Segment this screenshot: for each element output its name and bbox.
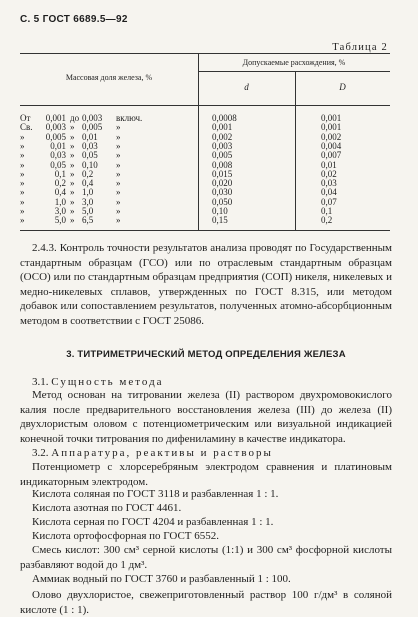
cell-from: 0,4 <box>54 187 66 198</box>
cell-inclusive: » <box>116 178 121 189</box>
cell-from: 0,03 <box>50 150 66 161</box>
cell-prefix: » <box>20 150 25 161</box>
cell-to-word: » <box>70 196 75 207</box>
cell-prefix: » <box>20 187 25 198</box>
cell-to-word: » <box>70 215 75 226</box>
cell-d: 0,050 <box>212 196 233 207</box>
header-d: d <box>244 82 249 92</box>
cell-d: 0,030 <box>212 187 233 198</box>
paragraph-3-2: Потенциометр с хлорсеребряным электродом сравнения и платиновым индикаторным электродом. <box>20 461 392 488</box>
cell-prefix: » <box>20 159 25 170</box>
cell-from: 0,003 <box>45 122 66 133</box>
cell-D: 0,04 <box>321 187 337 198</box>
reagent-item: Кислота азотная по ГОСТ 4461. <box>32 502 182 514</box>
cell-d: 0,0008 <box>212 113 237 123</box>
cell-d: 0,10 <box>212 206 228 216</box>
cell-from: 0,2 <box>54 178 66 189</box>
cell-inclusive: » <box>116 131 121 142</box>
cell-to-word: » <box>70 150 75 161</box>
page-header: С. 5 ГОСТ 6689.5—92 <box>20 14 128 25</box>
cell-from: 0,05 <box>50 159 66 170</box>
cell-D: 0,001 <box>321 113 342 123</box>
cell-prefix: Св. <box>20 122 33 133</box>
cell-prefix: » <box>20 168 25 179</box>
cell-to-word: » <box>70 206 75 216</box>
cell-prefix: » <box>20 131 25 142</box>
cell-prefix: » <box>20 178 25 189</box>
cell-to-word: » <box>70 122 75 133</box>
subsection-number: 3.1. <box>32 376 49 388</box>
cell-to: 0,03 <box>82 140 98 151</box>
cell-d: 0,001 <box>212 122 233 133</box>
paragraph-2-4-3: 2.4.3. Контроль точности результатов анализа проводят по Государственным стандартным образцам (ГСО) или по отраслевым стандартным образцам (ОСО) или по стандартным образцам предприятия (СОП) никеля, никелевых и медно-никелевых сплавов, утвержденных по ГОСТ 8.315, или методом добавок или сопоставлением результатов, полученных атомно-абсорбционным методом в соответствии с ГОСТ 25086. <box>20 242 392 327</box>
cell-from: 5,0 <box>54 215 66 226</box>
cell-inclusive: » <box>116 196 121 207</box>
cell-d: 0,15 <box>212 215 228 226</box>
table-caption: Таблица 2 <box>332 42 388 53</box>
cell-D: 0,02 <box>321 168 337 179</box>
header-allowed-deviation: Допускаемые расхождения, % <box>242 58 346 67</box>
cell-from: 0,001 <box>45 113 66 123</box>
table-row <box>20 215 390 225</box>
cell-d: 0,008 <box>212 159 233 170</box>
paragraph-3-1: Метод основан на титровании железа (II) раствором двухромовокислого калия после предварительного восстановления железа (III) до железа (II) двухлористым оловом с потенциометрическим или визуальной индикацией конечной точки титрования по дифениламину в качестве индикатора. <box>20 389 392 445</box>
section-title: 3. ТИТРИМЕТРИЧЕСКИЙ МЕТОД ОПРЕДЕЛЕНИЯ ЖЕЛЕЗА <box>66 349 346 360</box>
cell-D: 0,01 <box>321 159 337 170</box>
cell-from: 3,0 <box>54 206 66 216</box>
cell-to: 5,0 <box>82 206 94 216</box>
cell-inclusive: » <box>116 187 121 198</box>
reagent-item-mix: Смесь кислот: 300 см³ серной кислоты (1:1) и 300 см³ фосфорной кислоты разбавляют водой до 1 дм³. <box>20 544 392 571</box>
cell-to: 0,05 <box>82 150 98 161</box>
cell-from: 1,0 <box>54 196 66 207</box>
cell-to-word: » <box>70 140 75 151</box>
cell-inclusive: включ. <box>116 113 143 123</box>
cell-prefix: » <box>20 196 25 207</box>
cell-d: 0,015 <box>212 168 233 179</box>
cell-d: 0,002 <box>212 131 233 142</box>
cell-d: 0,020 <box>212 178 233 189</box>
cell-prefix: » <box>20 206 25 216</box>
cell-inclusive: » <box>116 122 121 133</box>
cell-inclusive: » <box>116 150 121 161</box>
cell-inclusive: » <box>116 168 121 179</box>
cell-inclusive: » <box>116 215 121 226</box>
cell-to-word: » <box>70 178 75 189</box>
subsection-heading: Аппаратура, реактивы и растворы <box>51 447 273 459</box>
cell-d: 0,003 <box>212 140 233 151</box>
cell-to: 0,10 <box>82 159 98 170</box>
cell-to-word: до <box>70 113 80 123</box>
cell-D: 0,03 <box>321 178 337 189</box>
cell-to-word: » <box>70 168 75 179</box>
table-bottom-rule <box>20 230 390 231</box>
cell-to: 0,005 <box>82 122 103 133</box>
table-top-rule <box>20 53 390 54</box>
cell-inclusive: » <box>116 159 121 170</box>
cell-prefix: От <box>20 113 31 123</box>
cell-D: 0,001 <box>321 122 342 133</box>
reagent-item-tin: Олово двухлористое, свежеприготовленный раствор 100 г/дм³ в соляной кислоте (1 : 1). <box>20 589 392 616</box>
cell-to: 0,4 <box>82 178 94 189</box>
cell-from: 0,005 <box>45 131 66 142</box>
header-mass-fraction: Массовая доля железа, % <box>65 73 153 82</box>
subsection-3-2-title <box>20 446 392 461</box>
subsection-heading: Сущность метода <box>51 376 164 388</box>
cell-to-word: » <box>70 187 75 198</box>
table-header-bottom-rule <box>20 105 390 106</box>
cell-from: 0,01 <box>50 140 66 151</box>
cell-D: 0,002 <box>321 131 342 142</box>
cell-to: 0,003 <box>82 113 103 123</box>
cell-D: 0,004 <box>321 140 342 151</box>
cell-inclusive: » <box>116 206 121 216</box>
cell-D: 0,07 <box>321 196 337 207</box>
cell-prefix: » <box>20 140 25 151</box>
cell-to: 1,0 <box>82 187 94 198</box>
cell-d: 0,005 <box>212 150 233 161</box>
header-D: D <box>339 82 346 92</box>
reagent-item: Кислота соляная по ГОСТ 3118 и разбавленная 1 : 1. <box>32 488 279 500</box>
cell-to: 0,2 <box>82 168 94 179</box>
cell-to: 0,01 <box>82 131 98 142</box>
cell-D: 0,1 <box>321 206 333 216</box>
cell-to: 6,5 <box>82 215 94 226</box>
reagent-item: Кислота серная по ГОСТ 4204 и разбавленная 1 : 1. <box>32 516 274 528</box>
cell-D: 0,2 <box>321 215 333 226</box>
subsection-number: 3.2. <box>32 447 49 459</box>
cell-to-word: » <box>70 159 75 170</box>
cell-inclusive: » <box>116 140 121 151</box>
table-subheader-rule <box>198 71 390 72</box>
cell-to: 3,0 <box>82 196 94 207</box>
reagent-item-ammonia: Аммиак водный по ГОСТ 3760 и разбавленный 1 : 100. <box>32 573 291 585</box>
cell-prefix: » <box>20 215 25 226</box>
cell-to-word: » <box>70 131 75 142</box>
reagent-item: Кислота ортофосфорная по ГОСТ 6552. <box>32 530 220 542</box>
cell-from: 0,1 <box>54 168 66 179</box>
cell-D: 0,007 <box>321 150 342 161</box>
